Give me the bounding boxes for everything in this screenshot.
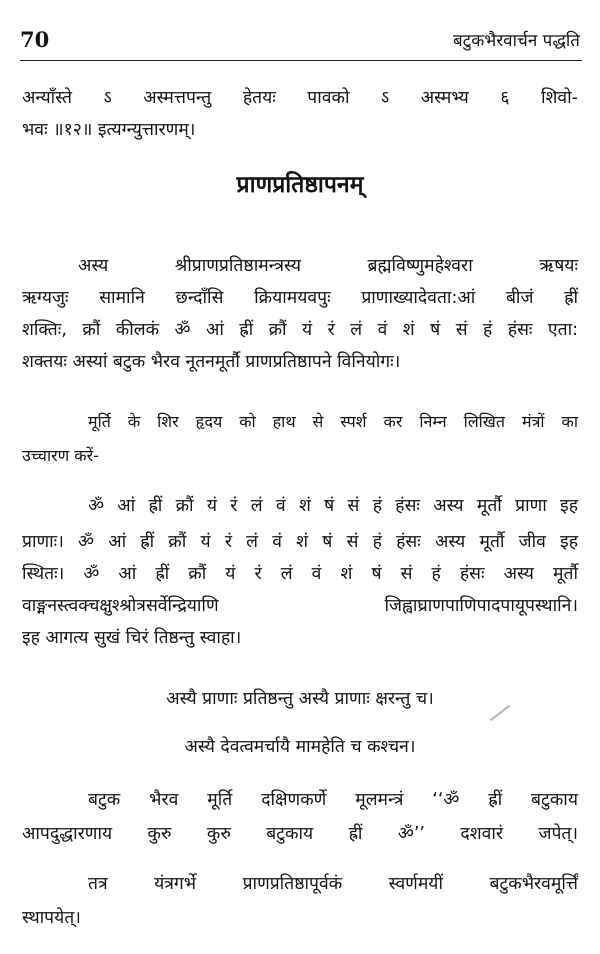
text-line: उच्चारण करें- (22, 446, 99, 465)
page-number: 70 (20, 27, 50, 52)
viniyoga-paragraph (22, 250, 578, 378)
closing-first-line (88, 868, 578, 900)
text-line: तत्र यंत्रगर्भे प्राणप्रतिष्ठापूर्वकं स्वर्णमयीं बटुकभैरवमूर्त्तिं (88, 874, 578, 894)
closing-paragraph (22, 902, 578, 934)
text-line: शक्तिः, क्रौं कीलकं ॐ आं ह्रीं क्रौं यं रं लं वं शं षं सं हं हंसः एता: (22, 320, 578, 340)
section-heading: प्राणप्रतिष्ठापनम् (236, 172, 364, 198)
text-line: इह आगत्य सुखं चिरं तिष्ठन्तु स्वाहा। (22, 628, 242, 648)
mantra-first-line (88, 490, 578, 522)
text-line: बटुक भैरव मूर्ति दक्षिणकर्णे मूलमन्त्रं ‘‘ॐ ह्रीं बटुकाय (88, 790, 578, 810)
text-line: स्थितः। ॐ आं ह्रीं क्रौं यं रं लं वं शं षं सं हं हंसः अस्य मूर्तौ (22, 564, 578, 584)
opening-paragraph (22, 82, 578, 146)
text-line: आपदुद्धारणाय कुरु कुरु बटुकाय ह्रीं ॐ’’ दशवारं जपेत्। (22, 824, 578, 844)
text-line: भवः ॥१२॥ इत्यग्न्युत्तारणम्। (22, 120, 196, 140)
text-line: ॐ आं ह्रीं क्रौं यं रं लं वं शं षं सं हं हंसः अस्य मूर्तौ प्राणा इह (88, 496, 578, 516)
text-line: अन्याँस्ते ऽ अस्मत्तपन्तु हेतयः पावको ऽ अस्मभ्य ६ शिवो- (22, 88, 578, 108)
page-header (20, 28, 580, 58)
instruction-paragraph (88, 406, 578, 438)
text-line: शक्तयः अस्यां बटुक भैरव नूतनमूर्तौ प्राणप्रतिष्ठापने विनियोगः। (22, 352, 401, 372)
text-line: अस्य श्रीप्राणप्रतिष्ठामन्त्रस्य ब्रह्मविष्णुमहेश्वरा ऋषयः (78, 256, 578, 276)
text-line: प्राणाः। ॐ आं ह्रीं क्रौं यं रं लं वं शं षं सं हं हंसः अस्य मूर्तौ जीव इह (22, 532, 578, 552)
text-line: वाङ्मनस्त्वक्चक्षुश्श्रोत्रसर्वेन्द्रियाणि जिह्वाघ्राणपाणिपादपायूपस्थानि। (22, 596, 578, 616)
japa-paragraph (22, 818, 578, 850)
header-divider (20, 60, 582, 61)
verse-line-1: अस्यै प्राणाः प्रतिष्ठन्तु अस्यै प्राणाः क्षरन्तु च। (166, 689, 434, 709)
text-line: मूर्ति के शिर हृदय को हाथ से स्पर्श कर निम्न लिखित मंत्रों का (88, 412, 578, 431)
running-title: बटुकभैरवार्चन पद्धति (452, 31, 580, 51)
instruction-paragraph-end (22, 440, 578, 472)
mantra-paragraph (22, 526, 578, 654)
text-line: ऋग्यजुः सामानि छन्दाँसि क्रियामयवपुः प्राणाख्यादेवता:आं बीजं ह्रीं (22, 288, 578, 308)
japa-first-line (88, 784, 578, 816)
verse-line-2: अस्यै देवत्वमर्चायै मामहेति च कश्चन। (184, 737, 416, 757)
text-line: स्थापयेत्। (22, 908, 81, 928)
